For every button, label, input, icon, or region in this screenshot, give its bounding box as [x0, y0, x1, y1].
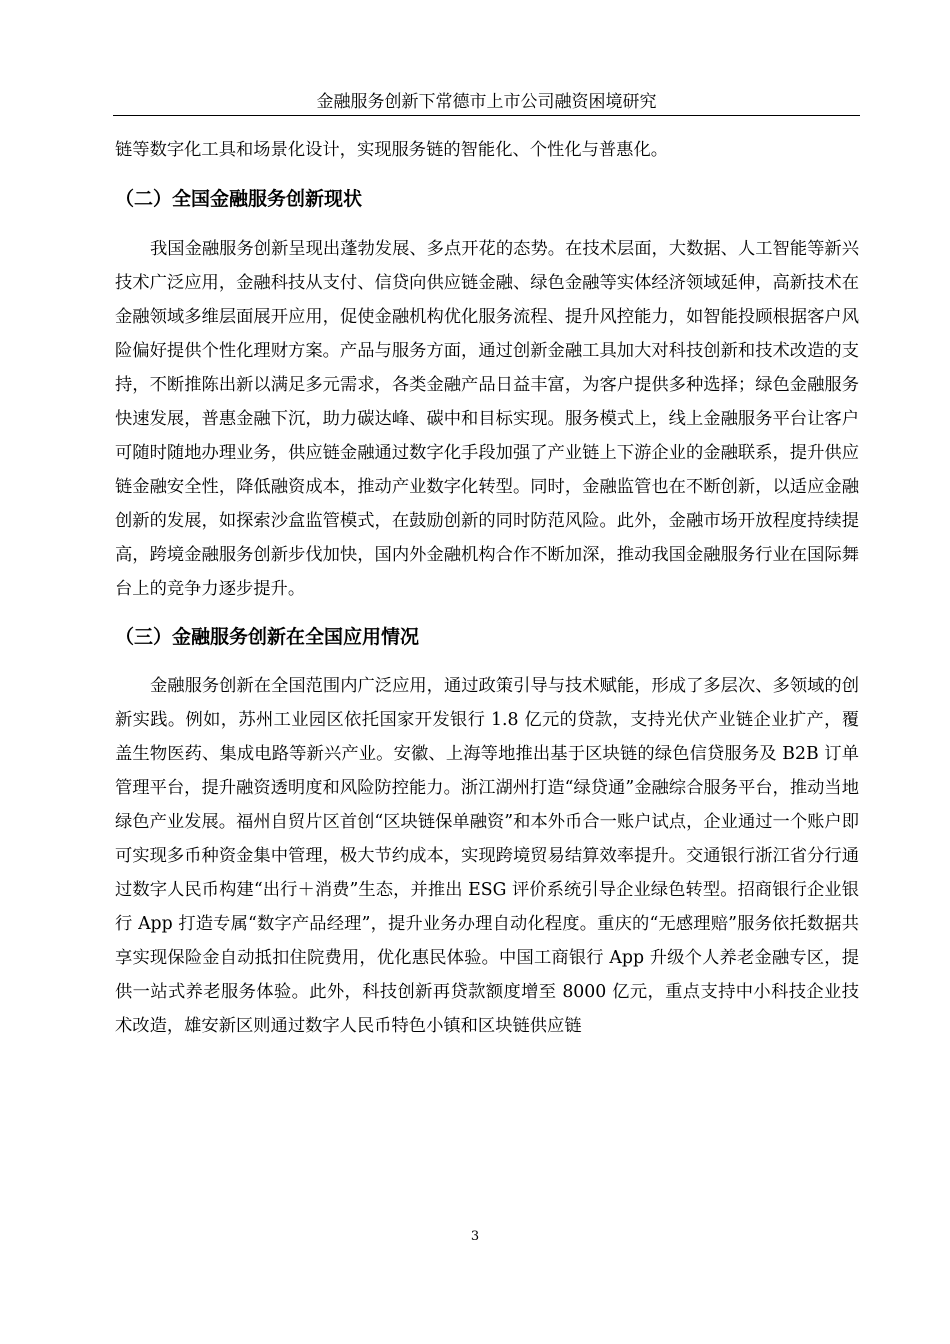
page-number: 3	[470, 1229, 480, 1244]
running-header: 金融服务创新下常德市上市公司融资困境研究	[316, 92, 657, 112]
section-3-paragraph: 金融服务创新在全国范围内广泛应用，通过政策引导与技术赋能，形成了多层次、多领域的创新实践。例如，苏州工业园区依托国家开发银行 1.8 亿元的贷款，支持光伏产业链企业扩产，覆盖生物医药、集成电路等新兴产业。安徽、上海等地推出基于区块链的绿色信贷服务及 B2B 订单管理平台，提升融资透明度和风险防控能力。浙江湖州打造“绿贷通”金融综合服务平台，推动当地绿色产业发展。福州自贸片区首创“区块链保单融资”和本外币合一账户试点，企业通过一个账户即可实现多币种资金集中管理，极大节约成本，实现跨境贸易结算效率提升。交通银行浙江省分行通过数字人民币构建“出行＋消费”生态，并推出 ESG 评价系统引导企业绿色转型。招商银行企业银行 App 打造专属“数字产品经理”，提升业务办理自动化程度。重庆的“无感理赔”服务依托数据共享实现保险金自动抵扣住院费用，优化惠民体验。中国工商银行 App 升级个人养老金融专区，提供一站式养老服务体验。此外，科技创新再贷款额度增至 8000 亿元，重点支持中小科技企业技术改造，雄安新区则通过数字人民币特色小镇和区块链供应链	[115, 676, 859, 1036]
section-2-paragraph: 我国金融服务创新呈现出蓬勃发展、多点开花的态势。在技术层面，大数据、人工智能等新兴技术广泛应用，金融科技从支付、信贷向供应链金融、绿色金融等实体经济领域延伸，高新技术在金融领域多维层面展开应用，促使金融机构优化服务流程、提升风控能力，如智能投顾根据客户风险偏好提供个性化理财方案。产品与服务方面，通过创新金融工具加大对科技创新和技术改造的支持，不断推陈出新以满足多元需求，各类金融产品日益丰富，为客户提供多种选择；绿色金融服务快速发展，普惠金融下沉，助力碳达峰、碳中和目标实现。服务模式上，线上金融服务平台让客户可随时随地办理业务，供应链金融通过数字化手段加强了产业链上下游企业的金融联系，提升供应链金融安全性，降低融资成本，推动产业数字化转型。同时，金融监管也在不断创新，以适应金融创新的发展，如探索沙盒监管模式，在鼓励创新的同时防范风险。此外，金融市场开放程度持续提高，跨境金融服务创新步伐加快，国内外金融机构合作不断加深，推动我国金融服务行业在国际舞台上的竞争力逐步提升。	[115, 239, 859, 599]
section-heading-3: （三）金融服务创新在全国应用情况	[115, 626, 420, 648]
page-body	[115, 133, 859, 1043]
header-divider	[113, 115, 860, 116]
continued-paragraph: 链等数字化工具和场景化设计，实现服务链的智能化、个性化与普惠化。	[115, 140, 669, 160]
section-heading-2: （二）全国金融服务创新现状	[115, 188, 363, 210]
